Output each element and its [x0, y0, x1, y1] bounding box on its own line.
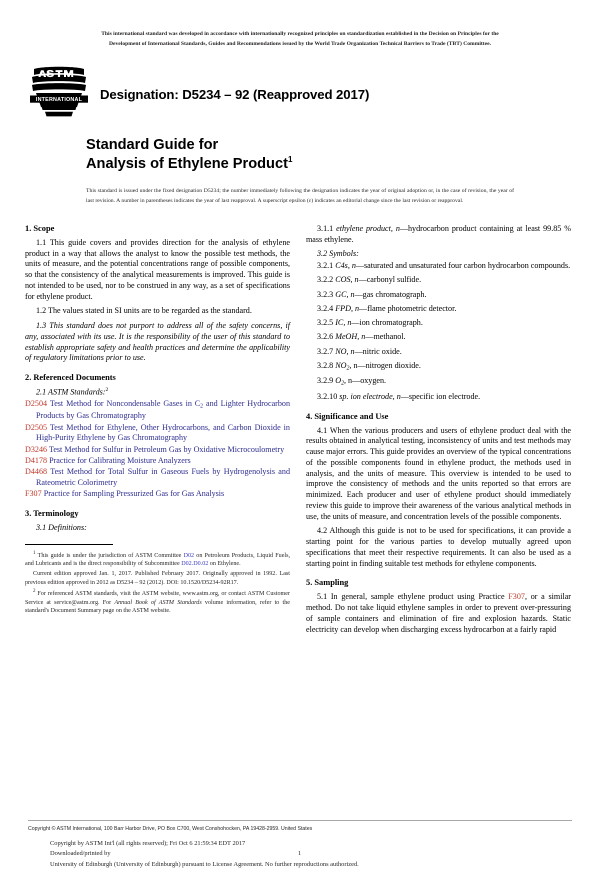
page-number: 1	[298, 849, 302, 857]
section-heading-sampling: 5. Sampling	[306, 578, 349, 588]
symbol-body: —gas chromatograph.	[354, 289, 427, 299]
symbol-definition	[306, 361, 571, 373]
standard-title: Test Method for Noncondensable Gases in $C_2$ and Lighter Hydrocarbon Products by Gas Chromatography	[36, 399, 291, 421]
paragraph-1-2: 1.2 The values stated in SI units are to be regarded as the standard.	[36, 306, 252, 316]
astm-international-logo	[28, 66, 90, 118]
title-line-2: Analysis of Ethylene Product$^1$	[86, 155, 293, 172]
symbol-body: —nitric oxide.	[354, 346, 402, 356]
standard-designation-link[interactable]: D2504	[25, 399, 48, 409]
tbt-notice-line1: This international standard was developed in accordance with internationally recognized principles on standardization established in the Decision on Principles for the	[101, 31, 499, 37]
tbt-notice	[28, 30, 572, 50]
symbol-number: 3.2.10	[317, 391, 340, 401]
symbol-number: 3.2.7	[317, 346, 336, 356]
symbol-number: 3.2.8	[317, 360, 336, 370]
section-heading-referenced-documents: 2. Referenced Documents	[25, 373, 116, 383]
referenced-standard-item[interactable]	[25, 456, 290, 467]
paragraph-1-3: 1.3 This standard does not purport to address all of the safety concerns, if any, associated with its use. It is the responsibility of the user of this standard to establish appropriate safety and health practices and determine the applicability of regulatory limitations prior to use.	[25, 321, 290, 363]
page-footer	[0, 820, 600, 880]
standard-title: Practice for Sampling Pressurized Gas for Gas Analysis	[43, 489, 225, 499]
symbol-body: —saturated and unsaturated four carbon hydrocarbon compounds.	[355, 261, 571, 271]
symbol-body: —specific ion electrode.	[400, 391, 481, 401]
standard-title: Test Method for Total Sulfur in Gaseous Fuels by Hydrogenolysis and Rateometric Colorimetry	[36, 467, 290, 487]
body-columns	[25, 224, 575, 639]
referenced-standard-item[interactable]	[25, 489, 290, 500]
symbol-term: sp. ion electrode, n	[339, 391, 401, 401]
standard-designation-link[interactable]: D3246	[25, 444, 48, 454]
symbol-number: 3.2.1	[317, 261, 336, 271]
footnote	[25, 570, 290, 587]
symbol-number: 3.2.6	[317, 332, 336, 342]
symbol-definition	[306, 304, 571, 315]
symbol-number: 3.2.5	[317, 318, 336, 328]
symbol-term: NO, n	[335, 346, 355, 356]
symbol-term: $NO_2$	[335, 360, 350, 372]
astm-standards-footnote-marker: 2	[105, 386, 109, 393]
symbol-definition	[306, 392, 571, 403]
standard-title: Practice for Calibrating Moisture Analyzers	[49, 455, 191, 465]
standard-title: Test Method for Sulfur in Petroleum Gas by Oxidative Microcoulometry	[48, 444, 285, 454]
footnote	[25, 550, 290, 569]
standard-link-f307[interactable]: F307	[508, 592, 525, 602]
symbol-body: —flame photometric detector.	[359, 303, 457, 313]
title-footnote-marker: 1	[287, 155, 293, 165]
symbols-list	[306, 261, 571, 403]
title-line-1: Standard Guide for	[86, 136, 219, 153]
document-page	[0, 30, 600, 880]
symbol-term: MeOH, n	[335, 332, 366, 342]
issued-under-note: This standard is issued under the fixed designation D5234; the number immediately following the designation indicates the year of original adoption or, in the case of revision, the year of last revision. A number in parentheses indicates the year of last reapproval. A superscript epsilon (ε) indicates an editorial change since the last revision or reapproval.	[86, 188, 514, 204]
symbol-number: 3.2.2	[317, 275, 336, 285]
symbol-body: —carbonyl sulfide.	[358, 275, 422, 285]
standard-title: Test Method for Ethylene, Other Hydrocarbons, and Carbon Dioxide in High-Purity Ethylene by Gas Chromatography	[36, 422, 290, 443]
symbol-number: 3.2.3	[317, 289, 336, 299]
symbol-body: , n—nitrogen dioxide.	[349, 360, 421, 370]
paragraph-1-1: 1.1 This guide covers and provides direction for the analysis of ethylene product in a way that allows the analyst to know the possible test methods, the units of measure, and the potential concentrations range of possible components, so that the consistency of the analytical measurements is improved. This guide is not intended to be used, nor to be construed in any way, as a set of specifications for ethylene product.	[25, 237, 290, 301]
symbol-definition	[306, 290, 571, 301]
committee-link[interactable]: D02.D0.02	[181, 561, 209, 568]
designation-label: Designation: D5234 – 92 (Reapproved 2017)	[100, 86, 370, 102]
subscript: 2	[346, 365, 350, 372]
stamp-line-2: Downloaded/printed by	[50, 850, 111, 858]
page-title	[86, 136, 600, 175]
tbt-notice-line2: Development of International Standards, Guides and Recommendations issued by the World Trade Organization Technical Barriers to Trade (TBT) Committee.	[108, 40, 492, 47]
symbol-body: , n—oxygen.	[344, 376, 387, 386]
committee-link[interactable]: D02	[183, 552, 195, 559]
section-heading-scope: 1. Scope	[25, 223, 55, 233]
symbol-term: IC, n	[335, 318, 352, 328]
footnote-text: on Ethylene.	[208, 561, 241, 568]
referenced-standard-item[interactable]	[25, 423, 290, 445]
referenced-standard-item[interactable]	[25, 467, 290, 489]
footnotes-block	[25, 544, 290, 617]
symbols-subheading: 3.2 Symbols:	[317, 249, 359, 259]
svg-text:INTERNATIONAL: INTERNATIONAL	[35, 96, 83, 103]
symbol-number: 3.2.9	[317, 376, 336, 386]
stamp-line-3: University of Edinburgh (University of Edinburgh) pursuant to License Agreement. No further reproductions authorized.	[50, 860, 359, 868]
symbol-term: FPD, n	[335, 303, 360, 313]
section-heading-terminology: 3. Terminology	[25, 508, 79, 518]
symbol-body: —ion chromatograph.	[351, 318, 423, 328]
symbol-definition	[306, 376, 571, 388]
footnote-divider	[25, 544, 113, 545]
symbol-definition	[306, 332, 571, 343]
symbol-definition	[306, 275, 571, 286]
symbol-number: 3.2.4	[317, 303, 336, 313]
referenced-standard-item[interactable]	[25, 445, 290, 456]
standard-designation-link[interactable]: D4468	[25, 467, 48, 477]
symbol-term: C4s, n	[335, 261, 356, 271]
paragraph-5-1: 5.1 In general, sample ethylene product using Practice F307, or a similar method. Do not take liquid ethylene samples in order to prevent over-pressuring of sample containers and elimination of fire and explosion hazards. Static electricity can develop when discharging excess hydrocarbon at a fairly rapid	[306, 592, 571, 634]
footnote-marker: 2	[33, 589, 36, 595]
paragraph-4-1: 4.1 When the various producers and users of ethylene product deal with the results obtained in analytical testing, inconsistency of units and test methods may cause major errors. This guide provides an overview of the typical concentrations of the possible components found in ethylene product, the methods used in analysis, and the units of measure. This overview is intended to be used to improve the consistency of methods and the units reported so that errors are minimized. Each producer and user of ethylene product should immediately review this guide to improve their awareness of the various analytical methods in use, the units of measure, and concentration levels of the possible components.	[306, 425, 571, 521]
symbol-term: GC, n	[335, 289, 355, 299]
publication-title: Annual Book of ASTM Standards	[114, 599, 202, 606]
left-column	[25, 224, 290, 617]
subscript: 2	[200, 403, 204, 410]
footnote-text: This guide is under the jurisdiction of ASTM Committee	[37, 552, 184, 559]
designation-row	[28, 66, 600, 118]
standard-designation-link[interactable]: D2505	[25, 422, 48, 432]
subscript: 2	[341, 380, 344, 387]
footer-divider	[28, 820, 572, 821]
stamp-line-1: Copyright by ASTM Int'l (all rights reserved); Fri Oct 6 21:59:34 EDT 2017	[50, 839, 246, 847]
footnote-text: volume information, refer to the standard's Document Summary page on the ASTM website.	[25, 599, 291, 615]
footnote-text: Current edition approved Jan. 1, 2017. Published February 2017. Originally approved in 1992. Last previous edition approved in 2012 as D5234 – 92 (2012). DOI: 10.1520/D5234-92R17.	[25, 570, 290, 586]
right-column	[306, 224, 571, 639]
download-stamp	[50, 839, 572, 870]
standard-designation-link[interactable]: F307	[25, 489, 42, 499]
symbol-term: COS, n	[335, 275, 359, 285]
astm-standards-subheading: 2.1 ASTM Standards:$^2$	[36, 386, 109, 397]
symbol-definition	[306, 261, 571, 272]
symbol-definition	[306, 347, 571, 358]
referenced-standard-item[interactable]	[25, 399, 290, 422]
footnote-text: on Petroleum Products, Liquid Fuels, and Lubricants and is the direct responsibility of Subcommittee	[25, 552, 290, 568]
symbol-body: —methanol.	[365, 332, 406, 342]
symbol-term: $O_2$	[335, 376, 344, 387]
section-heading-significance-and-use: 4. Significance and Use	[306, 411, 389, 421]
footnote-marker: 1	[33, 550, 36, 556]
footnote-text: For referenced ASTM standards, visit the ASTM website, www.astm.org, or contact ASTM Customer Service at service@astm.org. For	[25, 591, 290, 606]
symbol-definition	[306, 318, 571, 329]
paragraph-4-2: 4.2 Although this guide is not to be used for specifications, it can provide a starting point for the various parties to develop mutually agreed upon specifications that meet their respective requirements. It can also be used as a starting point in finding suitable test methods for ethylene components.	[306, 526, 571, 568]
referenced-standards-list	[25, 399, 290, 500]
standard-designation-link[interactable]: D4178	[25, 455, 48, 465]
footnote	[25, 588, 290, 616]
copyright-notice: Copyright © ASTM International, 100 Barr Harbor Drive, PO Box C700, West Conshohocken, PA 19428-2959. United States	[28, 825, 313, 832]
definition-3-1-1: 3.1.1 ethylene product, n—hydrocarbon product containing at least 99.85 % mass ethylene.	[306, 223, 571, 244]
definitions-subheading: 3.1 Definitions:	[36, 522, 87, 532]
